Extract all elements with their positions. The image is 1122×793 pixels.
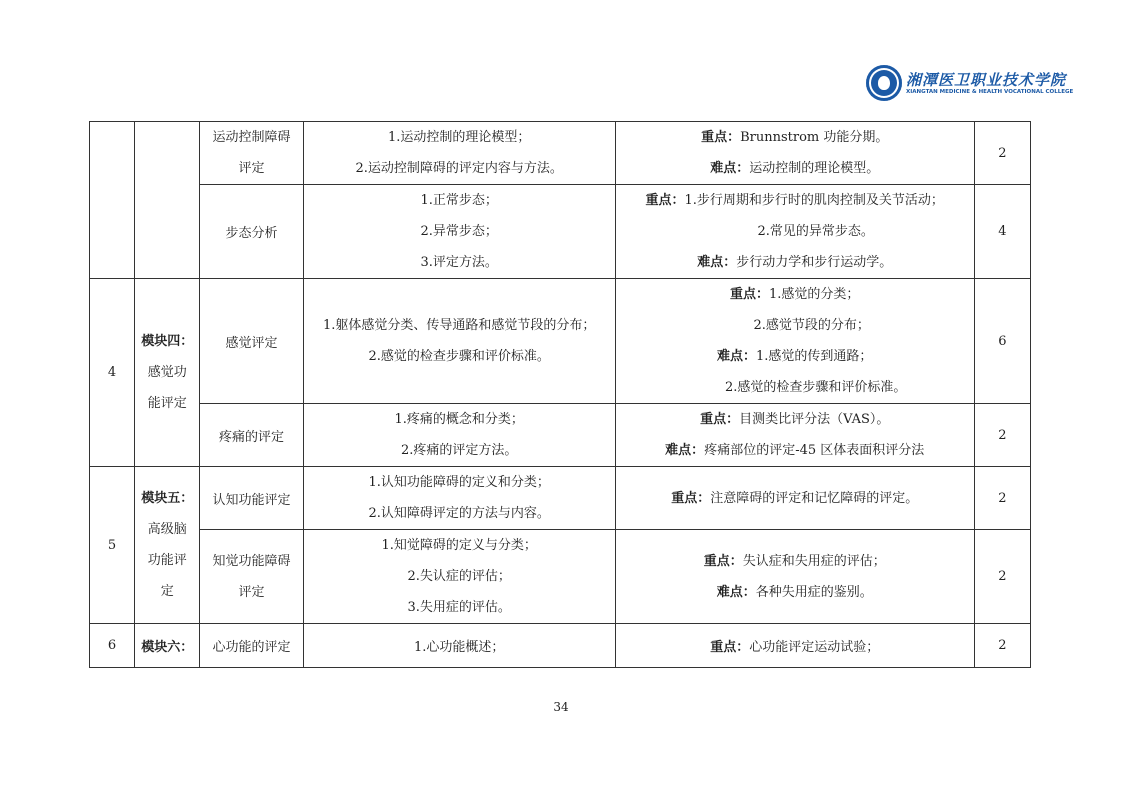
topic-line: 评定 <box>238 161 265 176</box>
content-line: 3.评定方法。 <box>420 255 498 270</box>
topic-cell <box>200 122 303 185</box>
keypoints-cell <box>615 122 974 185</box>
content-cell: 1.心功能概述； <box>303 624 615 668</box>
keypoints-cell <box>615 530 974 624</box>
hours-cell: 6 <box>974 279 1030 404</box>
content-cell <box>303 467 615 530</box>
keypoint-text: 失认症和失用症的评估； <box>742 553 886 569</box>
keypoint-line: 2.常见的异常步态。 <box>757 224 874 239</box>
content-line: 1.疼痛的概念和分类； <box>394 412 524 427</box>
keypoint-line <box>616 247 974 278</box>
difficulty-label: 难点： <box>697 255 737 270</box>
college-name-cn: 湘潭医卫职业技术学院 <box>906 71 1067 89</box>
keypoint-text: 心功能评定运动试验； <box>749 640 880 655</box>
module-name-line: 能评定 <box>147 396 187 411</box>
topic-cell: 感觉评定 <box>200 279 303 404</box>
content-line: 2.感觉的检查步骤和评价标准。 <box>368 349 550 364</box>
module-label: 模块四： <box>141 334 194 349</box>
keypoint-label: 重点： <box>645 193 685 208</box>
keypoint-label: 重点： <box>701 130 741 145</box>
topic-line: 运动控制障碍 <box>212 130 291 145</box>
content-line: 2.失认症的评估； <box>407 569 511 584</box>
content-line: 2.疼痛的评定方法。 <box>400 443 518 458</box>
course-content-table <box>89 121 1031 668</box>
keypoints-cell <box>615 467 974 530</box>
keypoint-line <box>616 404 974 435</box>
content-cell <box>303 530 615 624</box>
content-line: 2.异常步态； <box>420 224 498 239</box>
keypoint-text: 各种失用症的鉴别。 <box>755 584 873 600</box>
topic-cell: 疼痛的评定 <box>200 404 303 467</box>
college-name-en: XIANGTAN MEDICINE & HEALTH VOCATIONAL COLLEGE <box>906 89 1074 95</box>
module-number-cell <box>90 122 135 279</box>
keypoints-cell <box>615 185 974 279</box>
hours-cell: 2 <box>974 530 1030 624</box>
difficulty-label: 难点： <box>710 161 750 176</box>
content-line: 1.认知功能障碍的定义和分类； <box>368 475 550 490</box>
college-logo <box>866 65 1074 103</box>
hours-cell: 2 <box>974 122 1030 185</box>
module-name-cell <box>135 279 200 467</box>
module-name-cell <box>135 122 200 279</box>
table-row <box>90 467 1031 530</box>
keypoint-line <box>616 122 974 153</box>
topic-line: 知觉功能障碍 <box>212 553 291 569</box>
keypoint-label: 重点： <box>730 287 770 302</box>
content-line: 3.失用症的评估。 <box>407 600 511 615</box>
hours-cell: 4 <box>974 185 1030 279</box>
table-row <box>90 122 1031 185</box>
hours-cell: 2 <box>974 467 1030 530</box>
table-row <box>90 530 1031 624</box>
keypoint-text: 疼痛部位的评定-45 区体表面积评分法 <box>704 443 925 458</box>
content-line: 1.知觉障碍的定义与分类； <box>381 538 537 553</box>
content-cell <box>303 279 615 404</box>
keypoint-text: 注意障碍的评定和记忆障碍的评定。 <box>710 490 919 506</box>
keypoint-line <box>616 546 974 577</box>
keypoint-line <box>616 185 974 216</box>
keypoint-line <box>616 279 974 310</box>
module-label: 模块五： <box>141 491 194 506</box>
keypoints-cell <box>615 404 974 467</box>
keypoint-text: 1.感觉的分类； <box>769 287 860 302</box>
keypoint-text: 目测类比评分法（VAS）。 <box>739 412 890 427</box>
hours-cell: 2 <box>974 404 1030 467</box>
keypoint-text: 1.步行周期和步行时的肌肉控制及关节活动； <box>684 193 944 208</box>
module-name-line: 感觉功 <box>147 365 187 380</box>
page-number: 34 <box>553 700 569 714</box>
table-row <box>90 185 1031 279</box>
module-name-line: 功能评 <box>147 553 187 568</box>
keypoint-line: 2.感觉节段的分布； <box>753 318 870 333</box>
keypoint-label: 重点： <box>700 412 740 427</box>
table-row <box>90 624 1031 668</box>
content-cell <box>303 404 615 467</box>
keypoint-text: Brunnstrom 功能分期。 <box>740 130 889 145</box>
content-line: 1.躯体感觉分类、传导通路和感觉节段的分布； <box>322 318 596 333</box>
table-row <box>90 404 1031 467</box>
difficulty-label: 难点： <box>716 584 756 600</box>
keypoint-text: 1.感觉的传到通路； <box>756 349 873 364</box>
module-name-cell: 模块六： <box>135 624 200 668</box>
module-name-cell <box>135 467 200 624</box>
difficulty-label: 难点： <box>665 443 705 458</box>
module-number-cell: 5 <box>90 467 135 624</box>
content-line: 2.认知障碍评定的方法与内容。 <box>368 506 550 521</box>
content-cell <box>303 122 615 185</box>
college-seal-icon <box>866 65 902 101</box>
content-line: 1.正常步态； <box>420 193 498 208</box>
content-cell <box>303 185 615 279</box>
keypoint-label: 重点： <box>703 553 743 569</box>
keypoints-cell <box>615 624 974 668</box>
topic-cell: 认知功能评定 <box>200 467 303 530</box>
keypoint-text: 运动控制的理论模型。 <box>749 161 880 176</box>
module-number-cell: 4 <box>90 279 135 467</box>
topic-cell: 心功能的评定 <box>200 624 303 668</box>
module-name-line: 定 <box>160 584 174 599</box>
keypoint-line <box>616 483 974 514</box>
keypoints-cell <box>615 279 974 404</box>
module-name-line: 高级脑 <box>147 522 187 537</box>
keypoint-line <box>616 153 974 184</box>
keypoint-line <box>616 577 974 608</box>
keypoint-line <box>616 435 974 466</box>
difficulty-label: 难点： <box>717 349 757 364</box>
table-row <box>90 279 1031 404</box>
content-line: 2.运动控制障碍的评定内容与方法。 <box>355 161 563 176</box>
keypoint-line: 2.感觉的检查步骤和评价标准。 <box>725 380 907 395</box>
module-number-cell: 6 <box>90 624 135 668</box>
topic-line: 评定 <box>238 584 265 600</box>
topic-cell <box>200 530 303 624</box>
keypoint-label: 重点： <box>710 640 750 655</box>
hours-cell: 2 <box>974 624 1030 668</box>
content-line: 1.运动控制的理论模型； <box>387 130 531 145</box>
keypoint-line <box>616 341 974 372</box>
topic-cell: 步态分析 <box>200 185 303 279</box>
keypoint-label: 重点： <box>671 490 711 506</box>
keypoint-text: 步行动力学和步行运动学。 <box>736 255 893 270</box>
